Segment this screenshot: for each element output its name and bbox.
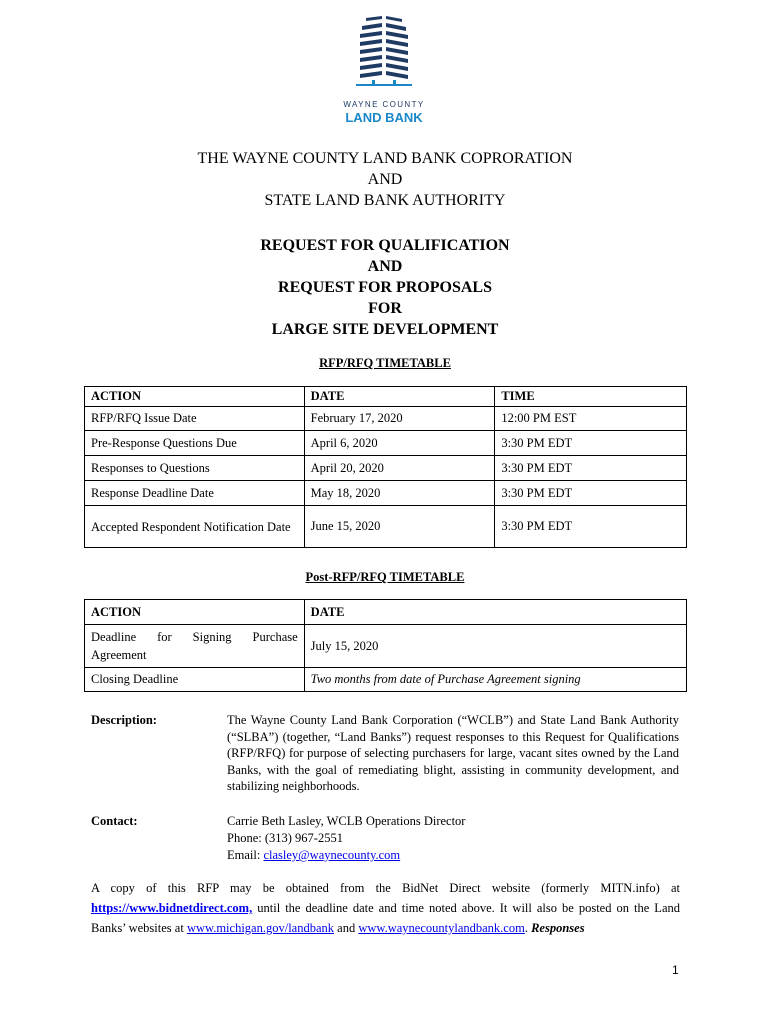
description-label: Description: [91, 713, 157, 727]
copy-text-3: and [334, 921, 359, 935]
header-time: TIME [495, 387, 687, 407]
cell-date: July 15, 2020 [304, 625, 686, 668]
cell-date: April 20, 2020 [304, 456, 495, 481]
cell-time: 3:30 PM EDT [495, 431, 687, 456]
bidnet-link[interactable]: https://www.bidnetdirect.com, [91, 901, 253, 915]
table-row [85, 481, 687, 506]
cell-time: 3:30 PM EDT [495, 506, 687, 548]
cell-time: 3:30 PM EDT [495, 456, 687, 481]
cell-time: 3:30 PM EDT [495, 481, 687, 506]
table-header-row [85, 600, 687, 625]
copy-paragraph [91, 878, 680, 938]
table-header-row [85, 387, 687, 407]
header-date: DATE [304, 387, 495, 407]
copy-text-2: until the deadline date and time noted above. It will also be posted on the Land Banks’ websites at [91, 901, 680, 935]
description-text: The Wayne County Land Bank Corporation (“WCLB”) and State Land Bank Authority (“SLBA”) (together, “Land Banks”) request responses to this Request for Qualifications (RFP/RFQ) for purpose of selecting purchasers for large, vacant sites owned by the Land Banks, with the goal of remediating blight, assisting in community development, and stabilizing neighborhoods. [227, 713, 679, 793]
heading-line-1: THE WAYNE COUNTY LAND BANK COPRORATION [197, 150, 573, 167]
table-row [85, 668, 687, 692]
building-logo-icon [352, 14, 416, 98]
page-number: 1 [672, 963, 679, 977]
header-date: DATE [304, 600, 686, 625]
logo-title: LAND BANK [345, 110, 423, 125]
title-line-3: REQUEST FOR PROPOSALS [278, 279, 492, 296]
waynecounty-landbank-link[interactable]: www.waynecountylandbank.com [358, 921, 525, 935]
cell-time: 12:00 PM EST [495, 407, 687, 431]
table-row [85, 456, 687, 481]
cell-date: May 18, 2020 [304, 481, 495, 506]
cell-date: June 15, 2020 [304, 506, 495, 548]
post-timetable-title: Post-RFP/RFQ TIMETABLE [305, 570, 465, 584]
cell-action: Response Deadline Date [85, 481, 305, 506]
header-action: ACTION [85, 600, 305, 625]
michigan-landbank-link[interactable]: www.michigan.gov/landbank [186, 921, 335, 935]
timetable-title: RFP/RFQ TIMETABLE [319, 356, 451, 370]
contact-email-link[interactable]: clasley@waynecounty.com [263, 848, 401, 862]
copy-text-responses: Responses [531, 921, 585, 935]
contact-name: Carrie Beth Lasley, WCLB Operations Director [227, 814, 466, 828]
table-row [85, 506, 687, 548]
cell-action: Responses to Questions [85, 456, 305, 481]
copy-text-4: . [524, 921, 532, 935]
table-row [85, 407, 687, 431]
wayne-county-land-bank-logo [336, 14, 432, 124]
cell-action: Closing Deadline [85, 668, 305, 692]
cell-date: April 6, 2020 [304, 431, 495, 456]
contact-email-line [227, 847, 400, 864]
table-row [85, 431, 687, 456]
cell-action: Pre-Response Questions Due [85, 431, 305, 456]
cell-date: Two months from date of Purchase Agreement signing [304, 668, 686, 692]
contact-email-label: Email: [227, 848, 264, 862]
header-action: ACTION [85, 387, 305, 407]
timetable-table [84, 386, 687, 548]
heading-line-2: AND [367, 171, 403, 188]
post-timetable-table [84, 599, 687, 692]
title-line-1: REQUEST FOR QUALIFICATION [260, 237, 510, 254]
cell-action: RFP/RFQ Issue Date [85, 407, 305, 431]
heading-line-3: STATE LAND BANK AUTHORITY [264, 192, 506, 209]
cell-action: Deadline for Signing Purchase Agreement [85, 625, 305, 668]
title-line-4: FOR [368, 300, 402, 317]
logo-subtitle: WAYNE COUNTY [343, 100, 425, 109]
contact-label: Contact: [91, 814, 138, 828]
cell-date: February 17, 2020 [304, 407, 495, 431]
contact-phone: Phone: (313) 967-2551 [227, 831, 343, 845]
cell-action: Accepted Respondent Notification Date [85, 506, 305, 548]
title-line-5: LARGE SITE DEVELOPMENT [271, 321, 499, 338]
title-line-2: AND [367, 258, 403, 275]
copy-text-1: A copy of this RFP may be obtained from the BidNet Direct website (formerly MITN.info) at [91, 881, 680, 895]
table-row [85, 625, 687, 668]
